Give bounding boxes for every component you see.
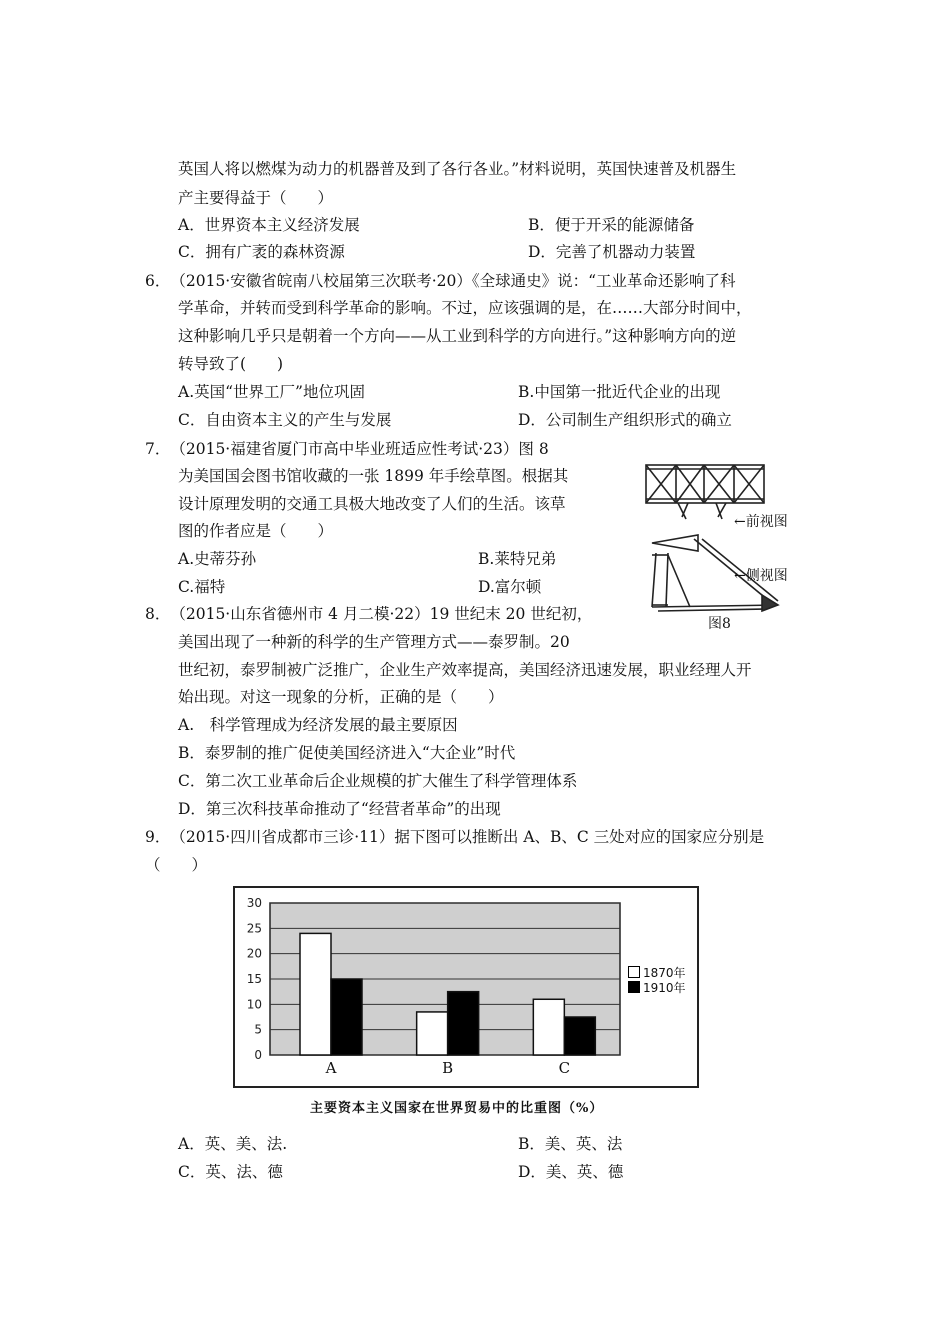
q9-line1: 9． （2015·四川省成都市三诊·11）据下图可以推断出 A、B、C 三处对应的国家应分别是 — [145, 828, 765, 846]
y-tick-label-30: 30 — [246, 896, 262, 910]
q6-option-c: C．自由资本主义的产生与发展 — [178, 411, 392, 429]
y-tick-label-25: 25 — [246, 921, 262, 936]
q7-option-c: C.福特 — [178, 578, 226, 596]
x-tick-label-A: A — [325, 1059, 337, 1077]
figure-8-sketch — [638, 455, 818, 635]
q8-option-d: D．第三次科技革命推动了“经营者革命”的出现 — [178, 800, 501, 818]
q9-option-b: B．美、英、法 — [518, 1135, 623, 1153]
bar-B-1910年 — [448, 992, 479, 1055]
q8-line4: 始出现。对这一现象的分析，正确的是（ ） — [178, 688, 504, 706]
chart-title: 主要资本主义国家在世界贸易中的比重图（%） — [310, 1101, 604, 1116]
front-view-label: ←前视图 — [734, 514, 788, 530]
q5-line1: 英国人将以燃煤为动力的机器普及到了各行各业。”材料说明，英国快速普及机器生 — [178, 160, 737, 178]
q7-line2: 为美国国会图书馆收藏的一张 1899 年手绘草图。根据其 — [178, 467, 569, 485]
q7-line4: 图的作者应是（ ） — [178, 522, 334, 540]
x-tick-label-C: C — [558, 1059, 571, 1077]
q8-option-c: C．第二次工业革命后企业规模的扩大催生了科学管理体系 — [178, 772, 578, 790]
y-tick-label-15: 15 — [246, 972, 262, 986]
y-tick-label-5: 5 — [254, 1022, 262, 1037]
q6-line3: 这种影响几乎只是朝着一个方向——从工业到科学的方向进行。”这种影响方向的逆 — [178, 327, 737, 345]
q6-option-a: A.英国“世界工厂”地位巩固 — [178, 383, 365, 401]
q7-option-d: D.富尔顿 — [478, 578, 542, 596]
legend-swatch-1910 — [628, 981, 640, 993]
chart-legend — [628, 966, 686, 996]
q7-line3: 设计原理发明的交通工具极大地改变了人们的生活。该草 — [178, 495, 566, 513]
q6-line2: 学革命，并转而受到科学革命的影响。不过，应该强调的是，在……大部分时间中， — [178, 299, 752, 317]
bar-A-1910年 — [331, 979, 362, 1055]
legend-item-1870 — [628, 966, 686, 981]
figure-8-caption: 图8 — [708, 616, 731, 632]
legend-swatch-1870 — [628, 966, 640, 978]
q8-line3: 世纪初，泰罗制被广泛推广，企业生产效率提高，美国经济迅速发展，职业经理人开 — [178, 661, 752, 679]
side-view-label: ←侧视图 — [734, 568, 788, 584]
q8-option-a: A. 科学管理成为经济发展的最主要原因 — [178, 716, 458, 734]
bar-C-1870年 — [533, 999, 564, 1055]
q6-option-d: D．公司制生产组织形式的确立 — [518, 411, 732, 429]
q5-option-a: A．世界资本主义经济发展 — [178, 216, 360, 234]
legend-item-1910 — [628, 981, 686, 996]
q5-option-c: C．拥有广袤的森林资源 — [178, 243, 345, 261]
q9-option-a: A．英、美、法. — [178, 1135, 288, 1153]
y-tick-label-20: 20 — [246, 946, 262, 961]
q5-option-b: B．便于开采的能源储备 — [528, 216, 695, 234]
legend-label-1910: 1910年 — [643, 981, 686, 995]
q7-option-a: A.史蒂芬孙 — [178, 550, 257, 568]
q7-option-b: B.莱特兄弟 — [478, 550, 557, 568]
bar-B-1870年 — [417, 1012, 448, 1055]
q9-option-d: D．美、英、德 — [518, 1163, 624, 1181]
bar-C-1910年 — [564, 1017, 595, 1055]
y-tick-label-0: 0 — [254, 1048, 262, 1062]
q9-option-c: C．英、法、德 — [178, 1163, 283, 1181]
q8-line2: 美国出现了一种新的科学的生产管理方式——泰罗制。20 — [178, 633, 570, 651]
q6-line4: 转导致了( ) — [178, 355, 284, 373]
x-tick-label-B: B — [442, 1059, 454, 1077]
q6-option-b: B.中国第一批近代企业的出现 — [518, 383, 721, 401]
q8-option-b: B．泰罗制的推广促使美国经济进入“大企业”时代 — [178, 744, 516, 762]
q7-line1: 7． （2015·福建省厦门市高中毕业班适应性考试·23）图 8 — [145, 440, 549, 458]
legend-label-1870: 1870年 — [643, 966, 686, 980]
q5-line2: 产主要得益于（ ） — [178, 189, 334, 207]
bar-A-1870年 — [300, 933, 331, 1055]
q8-line1: 8． （2015·山东省德州市 4 月二模·22）19 世纪末 20 世纪初， — [145, 605, 593, 623]
y-tick-label-10: 10 — [246, 997, 262, 1012]
q6-line1: 6． （2015·安徽省皖南八校届第三次联考·20）《全球通史》说：“工业革命还影响了科 — [145, 272, 736, 290]
q9-line2: （ ） — [145, 856, 208, 874]
glider-sketch-drawing — [638, 455, 818, 635]
q5-option-d: D．完善了机器动力装置 — [528, 243, 696, 261]
